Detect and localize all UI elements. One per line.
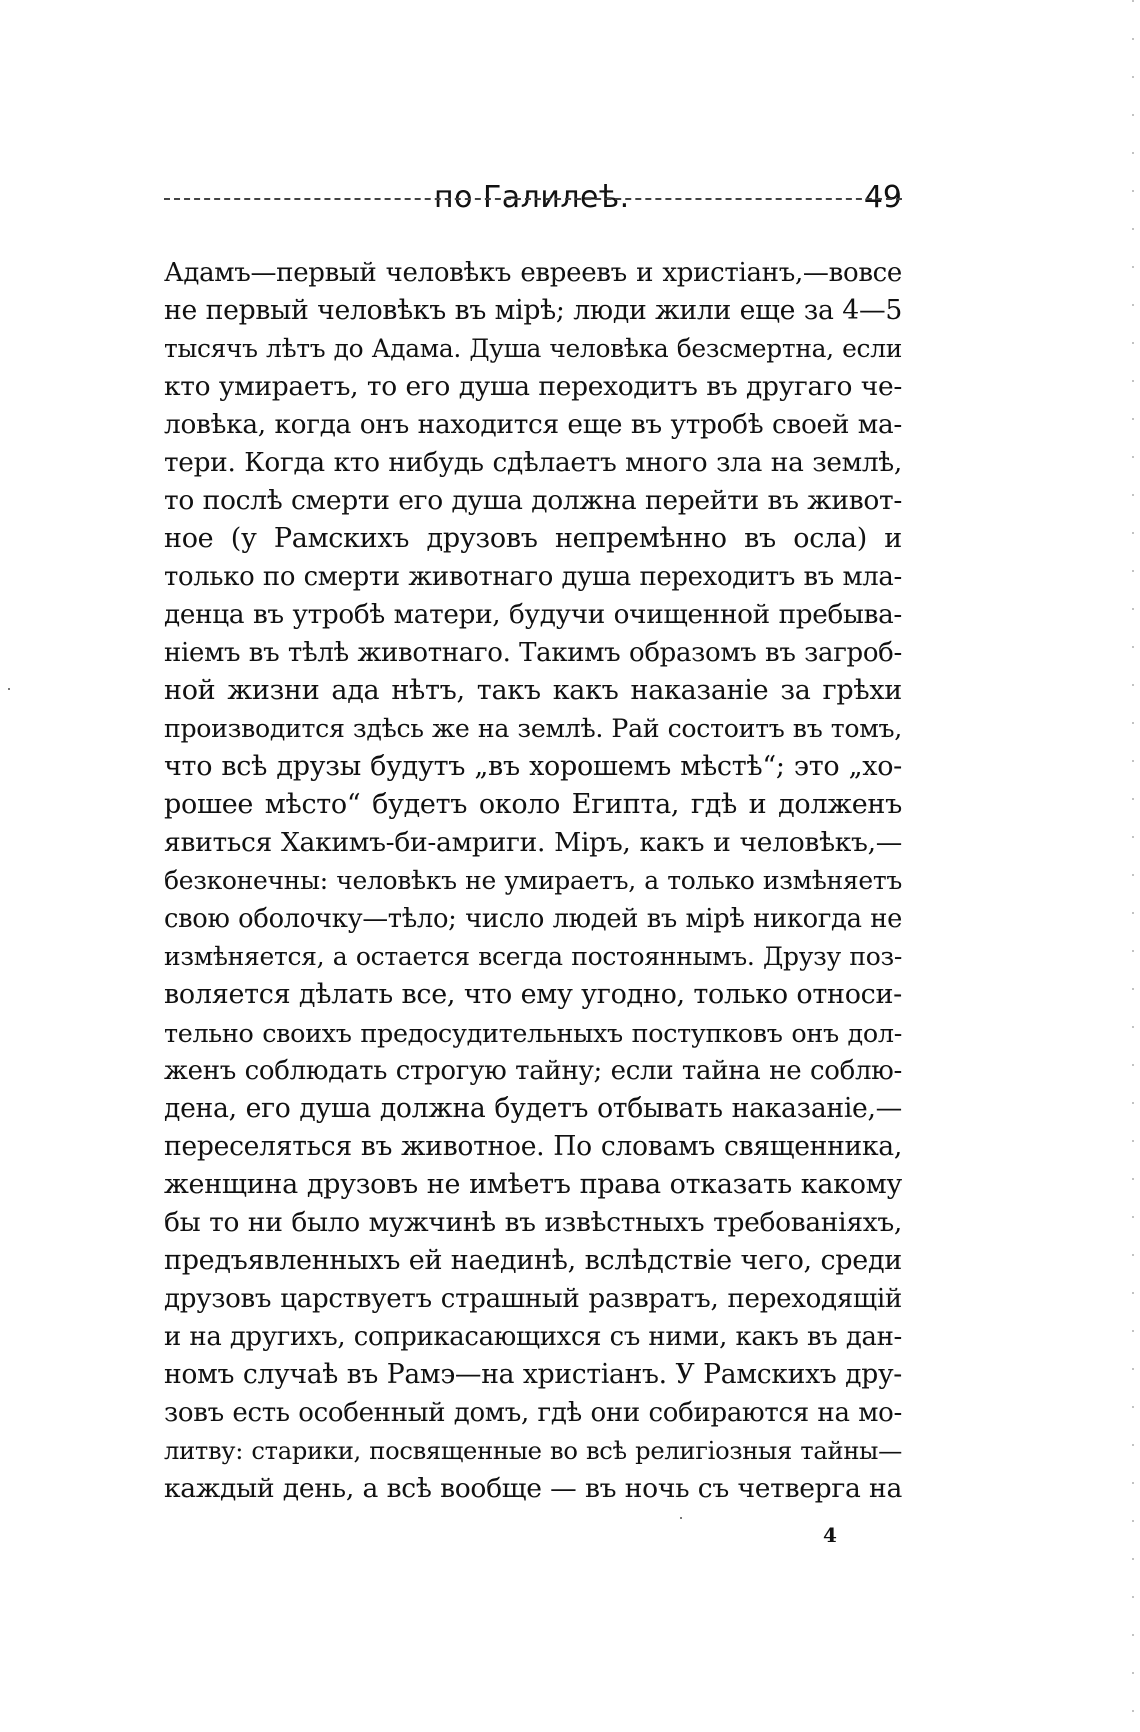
scan-speck — [8, 688, 10, 690]
text-line: только по смерти животнаго душа переходитъ въ мла- — [164, 562, 902, 592]
text-line: тельно своихъ предосудительныхъ поступковъ онъ дол- — [164, 1018, 902, 1048]
text-line: рошее мѣсто“ будетъ около Египта, гдѣ и долженъ — [164, 789, 902, 820]
text-line: то послѣ смерти его душа должна перейти въ живот- — [164, 485, 902, 516]
text-line: ное (у Рамскихъ друзовъ непремѣнно въ осла) и — [164, 523, 902, 554]
text-line: не первый человѣкъ въ мірѣ; люди жили еще за 4—5 — [164, 295, 902, 326]
text-line: безконечны: человѣкъ не умираетъ, а только измѣняетъ — [164, 866, 902, 895]
text-line: Адамъ—первый человѣкъ евреевъ и христіанъ,—вовсе — [164, 258, 902, 288]
text-line: денца въ утробѣ матери, будучи очищенной пребыва- — [164, 600, 902, 630]
text-line: и на другихъ, соприкасающихся съ ними, какъ въ дан- — [164, 1322, 902, 1352]
text-line: женъ соблюдать строгую тайну; если тайна не соблю- — [164, 1056, 902, 1086]
text-line: измѣняется, а остается всегда постояннымъ. Друзу поз- — [164, 942, 902, 971]
body-text — [164, 254, 902, 1508]
text-line: бы то ни было мужчинѣ въ извѣстныхъ требованіяхъ, — [164, 1207, 902, 1238]
running-title: по Галилеѣ. — [434, 180, 630, 215]
page-number: 49 — [863, 180, 902, 215]
scan-edge-marks — [1132, 0, 1134, 1732]
text-line: тысячъ лѣтъ до Адама. Душа человѣка безсмертна, если — [164, 334, 902, 363]
text-line: явиться Хакимъ-би-амриги. Міръ, какъ и человѣкъ,— — [164, 827, 902, 858]
text-line: ніемъ въ тѣлѣ животнаго. Такимъ образомъ въ загроб- — [164, 638, 902, 668]
text-line: свою оболочку—тѣло; число людей въ мірѣ никогда не — [164, 904, 902, 934]
text-line: друзовъ царствуетъ страшный развратъ, переходящій — [164, 1284, 902, 1314]
signature-mark: 4 — [823, 1523, 837, 1547]
text-line: производится здѣсь же на землѣ. Рай состоитъ въ томъ, — [164, 714, 902, 743]
text-line: литву: старики, посвященные во всѣ религіозныя тайны— — [164, 1437, 902, 1465]
text-line: дена, его душа должна будетъ отбывать наказаніе,— — [164, 1093, 902, 1124]
scan-speck — [680, 1517, 682, 1519]
text-line: каждый день, а всѣ вообще — въ ночь съ четверга на — [164, 1473, 902, 1504]
page-header — [164, 178, 902, 226]
text-line: переселяться въ животное. По словамъ священника, — [164, 1131, 902, 1162]
text-line: женщина друзовъ не имѣетъ права отказать какому — [164, 1169, 902, 1200]
text-line: ной жизни ада нѣтъ, такъ какъ наказаніе за грѣхи — [164, 675, 902, 706]
header-rule — [164, 198, 902, 200]
text-line: кто умираетъ, то его душа переходитъ въ другаго че- — [164, 371, 902, 402]
text-line: номъ случаѣ въ Рамэ—на христіанъ. У Рамскихъ дру- — [164, 1359, 902, 1390]
text-line: воляется дѣлать все, что ему угодно, только относи- — [164, 979, 902, 1010]
text-line: что всѣ друзы будутъ „въ хорошемъ мѣстѣ“; это „хо- — [164, 751, 902, 782]
text-line: зовъ есть особенный домъ, гдѣ они собираются на мо- — [164, 1398, 902, 1428]
text-line: ловѣка, когда онъ находится еще въ утробѣ своей ма- — [164, 410, 902, 440]
text-line: предъявленныхъ ей наединѣ, вслѣдствіе чего, среди — [164, 1245, 902, 1276]
text-line: тери. Когда кто нибудь сдѣлаетъ много зла на землѣ, — [164, 448, 902, 478]
